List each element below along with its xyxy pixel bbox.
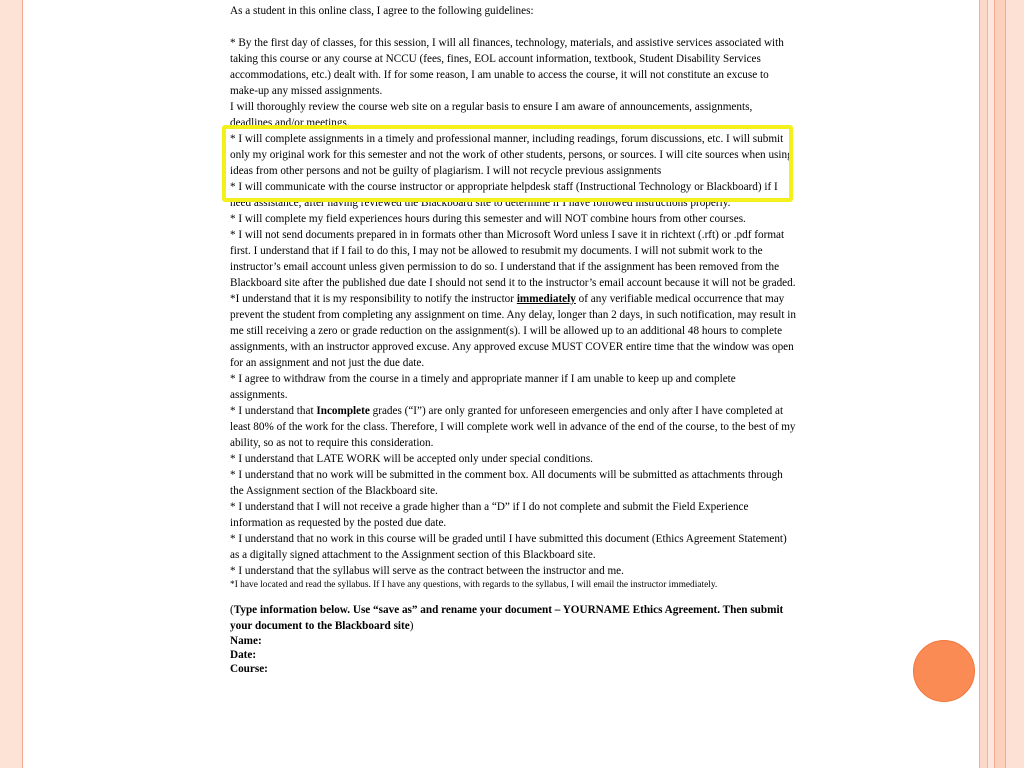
guideline-field-experience-grade: * I understand that I will not receive a grade higher than a “D” if I do not complete and submit the Field Experience information as requested by the posted due date. xyxy=(230,501,749,529)
course-field-label[interactable]: Course: xyxy=(230,662,268,675)
name-field-label[interactable]: Name: xyxy=(230,634,262,647)
medical-notice-post: of any verifiable medical occurrence that may prevent the student from completing any assignment on time. Any delay, longer than 2 days, in such notification, may result in me still receiving a zero or grade reduction on the assignment(s). I will be allowed up to an additional 48 hours to complete assignments, with an instructor approved excuse. Any approved excuse MUST COVER entire time that the window was open for an assignment and not just the due date. xyxy=(230,293,796,369)
date-field-label[interactable]: Date: xyxy=(230,648,257,661)
right-stripe-4 xyxy=(1005,0,1024,768)
orange-circle-decoration xyxy=(913,640,975,702)
intro-line: As a student in this online class, I agree to the following guidelines: xyxy=(230,5,534,17)
guideline-medical-notice xyxy=(230,291,796,371)
guideline-ethics-statement: * I understand that no work in this course will be graded until I have submitted this document (Ethics Agreement Statement) as a digitally signed attachment to the Assignment section of this Blackboard site. xyxy=(230,533,787,561)
guideline-field-hours: * I will complete my field experiences hours during this semester and will NOT combine hours from other courses. xyxy=(230,213,746,225)
guideline-syllabus-contract: * I understand that the syllabus will serve as the contract between the instructor and me. xyxy=(230,565,624,577)
guideline-document-formats: * I will not send documents prepared in in formats other than Microsoft Word unless I save it in richtext (.rft) or .pdf format first. I understand that if I fail to do this, I may not be allowed to resubmit my documents. I will not submit work to the instructor’s email account unless given permission to do so. I understand that if the assignment has been removed from the Blackboard site after the published due date I should not send it to the instructor’s email account because it will not be graded. xyxy=(230,229,796,289)
guideline-comment-box: * I understand that no work will be submitted in the comment box. All documents will be submitted as attachments through the Assignment section of the Blackboard site. xyxy=(230,469,783,497)
guideline-late-work: * I understand that LATE WORK will be accepted only under special conditions. xyxy=(230,453,593,465)
right-stripe-1 xyxy=(979,0,987,768)
guideline-review-site: I will thoroughly review the course web site on a regular basis to ensure I am aware of announcements, assignments, deadlines and/or meetings. xyxy=(230,101,753,129)
incomplete-post: grades (“I”) are only granted for unforeseen emergencies and only after I have completed at least 80% of the work for the class. Therefore, I will complete work well in advance of the end of the course, to the best of my ability, so as not to require this consideration. xyxy=(230,405,796,449)
right-stripe-2 xyxy=(987,0,994,768)
guideline-original-work: * I will complete assignments in a timely and professional manner, including readings, forum discussions, etc. I will submit only my original work for this semester and not the work of other students, persons, or sources. I will cite sources when using ideas from other persons and not be guilty of plagiarism. I will not recycle previous assignments xyxy=(230,133,793,177)
guideline-incomplete xyxy=(230,403,796,451)
guideline-communicate: * I will communicate with the course instructor or appropriate helpdesk staff (Instructional Technology or Blackboard) if I need assistance, after having reviewed the Blackboard site to determine if I have followed instructions properly. xyxy=(230,181,778,209)
instr-open-paren: ( xyxy=(230,603,234,616)
incomplete-emphasis: Incomplete xyxy=(316,405,370,417)
medical-notice-emphasis: immediately xyxy=(516,293,576,305)
medical-notice-pre: *I understand that it is my responsibility to notify the instructor xyxy=(230,293,517,305)
left-frame xyxy=(0,0,23,768)
submission-instructions xyxy=(230,602,796,634)
ethics-agreement-document xyxy=(230,3,796,676)
incomplete-pre: * I understand that xyxy=(230,405,317,417)
right-stripe-3 xyxy=(994,0,1005,768)
guideline-withdraw: * I agree to withdraw from the course in a timely and appropriate manner if I am unable to keep up and complete assignments. xyxy=(230,373,736,401)
instr-close-paren: ) xyxy=(409,619,414,632)
spacer xyxy=(230,19,796,35)
instr-text: Type information below. Use “save as” and rename your document – YOURNAME Ethics Agreement. Then submit your document to the Blackboard site xyxy=(230,603,784,632)
guideline-finances: * By the first day of classes, for this session, I will all finances, technology, materials, and assistive services associated with taking this course or any course at NCCU (fees, fines, EOL account information, textbook, Student Disability Services accommodations, etc.) dealt with. If for some reason, I am unable to access the course, it will not constitute an excuse to make-up any missed assignments. xyxy=(230,37,784,97)
guideline-syllabus-read: *I have located and read the syllabus. If I have any questions, with regards to the syllabus, I will email the instructor immediately. xyxy=(230,580,718,590)
